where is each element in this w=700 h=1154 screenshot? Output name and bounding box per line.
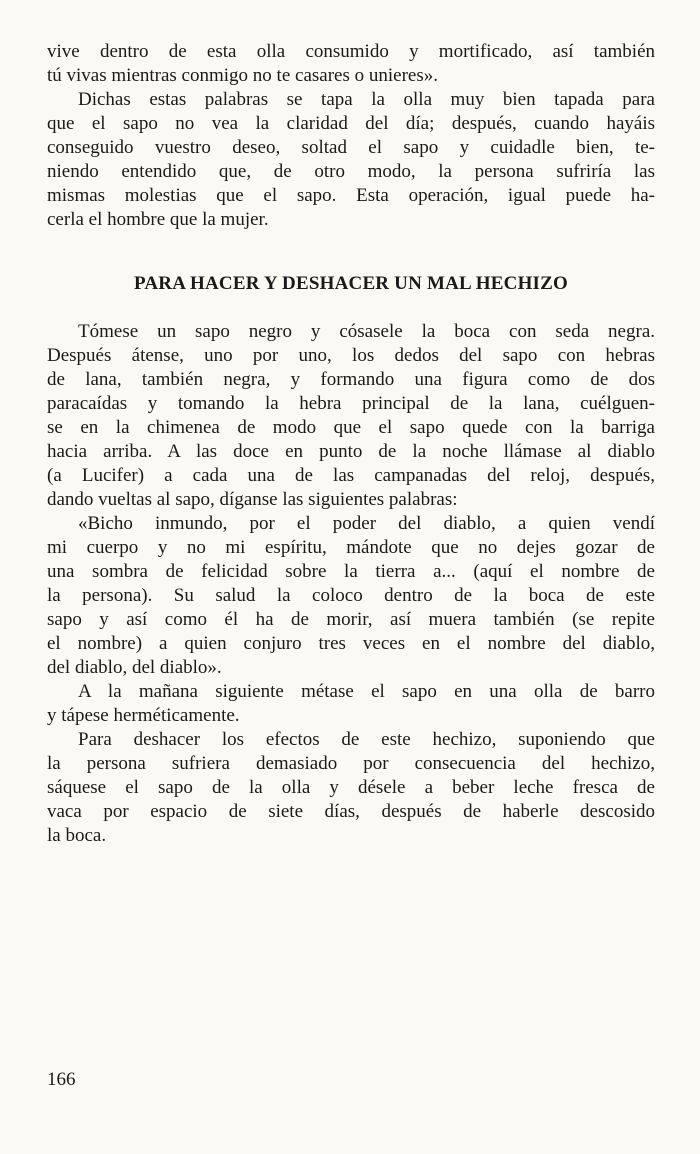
text-line: la persona). Su salud la coloco dentro de la boca de este xyxy=(47,585,655,606)
text-line: de lana, también negra, y formando una figura como de dos xyxy=(47,369,655,390)
text-line: Dichas estas palabras se tapa la olla muy bien tapada para xyxy=(78,89,655,110)
text-line: dando vueltas al sapo, díganse las siguientes palabras: xyxy=(47,489,458,510)
text-line: hacia arriba. A las doce en punto de la noche llámase al diablo xyxy=(47,441,655,462)
text-line: niendo entendido que, de otro modo, la persona sufriría las xyxy=(47,161,655,182)
text-line: mi cuerpo y no mi espíritu, mándote que no dejes gozar de xyxy=(47,537,655,558)
text-line: Después átense, uno por uno, los dedos del sapo con hebras xyxy=(47,345,655,366)
text-line: Para deshacer los efectos de este hechizo, suponiendo que xyxy=(78,729,655,750)
text-line: del diablo, del diablo». xyxy=(47,657,222,678)
text-line: Tómese un sapo negro y cósasele la boca con seda negra. xyxy=(78,321,655,342)
text-line: sáquese el sapo de la olla y désele a beber leche fresca de xyxy=(47,777,655,798)
paragraph xyxy=(47,680,655,728)
paragraph xyxy=(47,320,655,512)
book-page xyxy=(47,40,655,848)
text-line: conseguido vuestro deseo, soltad el sapo y cuidadle bien, te- xyxy=(47,137,655,158)
text-line: vive dentro de esta olla consumido y mortificado, así también xyxy=(47,41,655,62)
text-line: y tápese herméticamente. xyxy=(47,705,240,726)
page-number: 166 xyxy=(47,1069,76,1090)
text-line: cerla el hombre que la mujer. xyxy=(47,209,269,230)
text-line: «Bicho inmundo, por el poder del diablo, a quien vendí xyxy=(78,513,655,534)
text-line: sapo y así como él ha de morir, así muera también (se repite xyxy=(47,609,655,630)
text-line: una sombra de felicidad sobre la tierra a... (aquí el nombre de xyxy=(47,561,655,582)
text-line: (a Lucifer) a cada una de las campanadas del reloj, después, xyxy=(47,465,655,486)
paragraph xyxy=(47,512,655,680)
text-line: la persona sufriera demasiado por consecuencia del hechizo, xyxy=(47,753,655,774)
text-line: que el sapo no vea la claridad del día; después, cuando hayáis xyxy=(47,113,655,134)
text-line: vaca por espacio de siete días, después de haberle descosido xyxy=(47,801,655,822)
text-line: mismas molestias que el sapo. Esta operación, igual puede ha- xyxy=(47,185,655,206)
text-line: la boca. xyxy=(47,825,107,846)
paragraph xyxy=(47,88,655,232)
paragraph xyxy=(47,728,655,848)
paragraph-continuation xyxy=(47,40,655,88)
text-line: A la mañana siguiente métase el sapo en una olla de barro xyxy=(78,681,655,702)
text-line: se en la chimenea de modo que el sapo quede con la barriga xyxy=(47,417,655,438)
text-line: tú vivas mientras conmigo no te casares o unieres». xyxy=(47,65,438,86)
section-heading: PARA HACER Y DESHACER UN MAL HECHIZO xyxy=(133,273,569,294)
text-line: paracaídas y tomando la hebra principal de la lana, cuélguen- xyxy=(47,393,655,414)
text-line: el nombre) a quien conjuro tres veces en el nombre del diablo, xyxy=(47,633,655,654)
